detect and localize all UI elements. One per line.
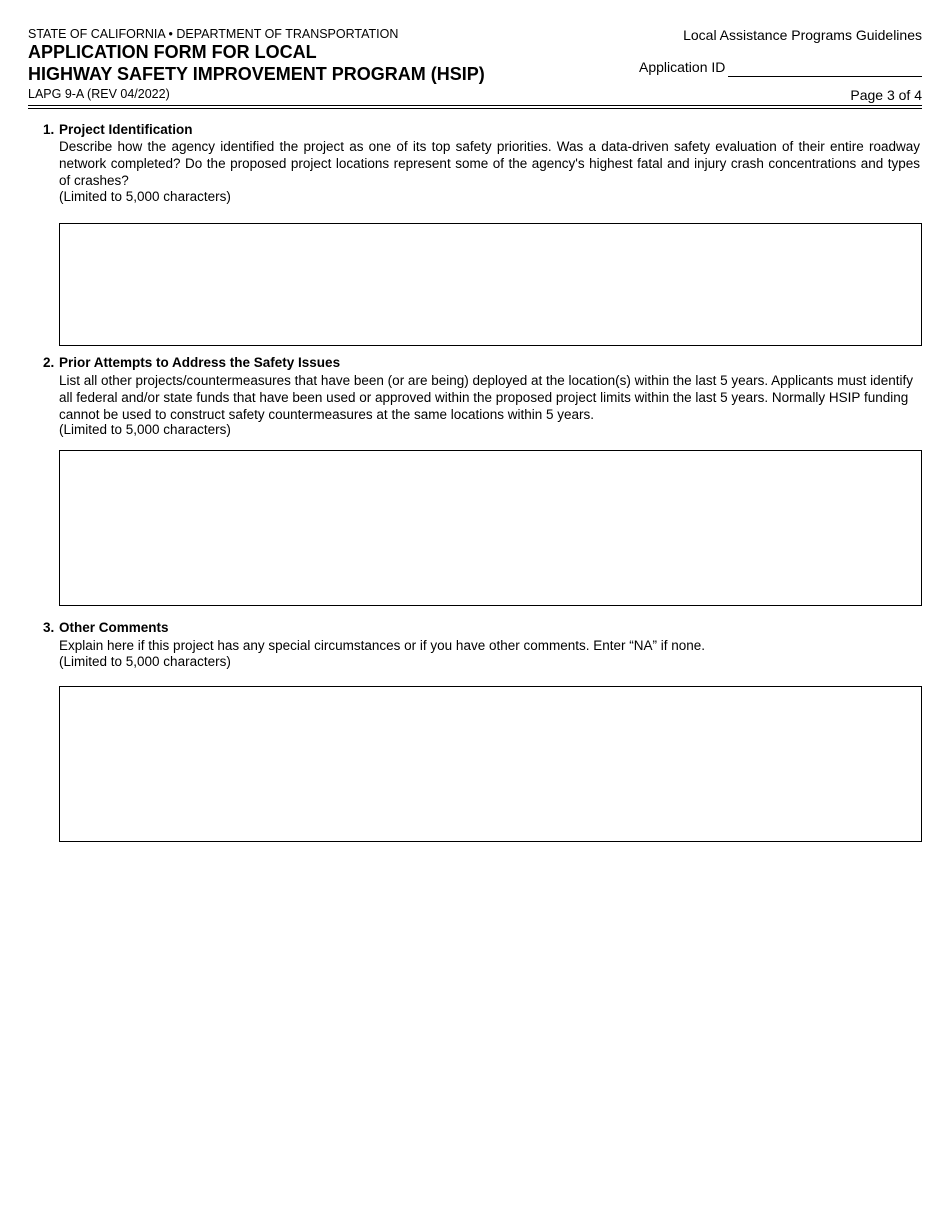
application-id-label: Application ID: [639, 59, 726, 75]
application-id-field[interactable]: [728, 58, 922, 77]
question-1-description: Describe how the agency identified the project as one of its top safety priorities. Was a data-driven safety evaluation of their entire roadway network completed? Do the proposed project locations represent some of the agency's highest fatal and injury crash concentrations and types of crashes?: [59, 139, 920, 188]
agency-name: STATE OF CALIFORNIA • DEPARTMENT OF TRANSPORTATION: [28, 27, 399, 41]
form-number: LAPG 9-A (REV 04/2022): [28, 87, 170, 101]
question-2-limit: (Limited to 5,000 characters): [59, 422, 231, 437]
question-1-answer-field[interactable]: [59, 223, 922, 346]
page-number: Page 3 of 4: [850, 87, 922, 103]
question-1-title: Project Identification: [59, 122, 193, 137]
question-3-answer-field[interactable]: [59, 686, 922, 842]
header-divider: [28, 105, 922, 106]
question-1-limit: (Limited to 5,000 characters): [59, 189, 231, 204]
question-3-number: 3.: [43, 620, 55, 635]
question-3-description: Explain here if this project has any special circumstances or if you have other comments. Enter “NA” if none.: [59, 638, 706, 653]
question-3-title: Other Comments: [59, 620, 169, 635]
header-divider-double: [28, 108, 922, 109]
question-3-limit: (Limited to 5,000 characters): [59, 654, 231, 669]
question-2-description: List all other projects/countermeasures that have been (or are being) deployed at the location(s) within the last 5 years. Applicants must identify all federal and/or state funds that have been used or approved within the proposed project limits within the last 5 years. Normally HSIP funding cannot be used to construct safety countermeasures at the same locations within 5 years.: [59, 373, 913, 422]
form-title-line-2: HIGHWAY SAFETY IMPROVEMENT PROGRAM (HSIP): [28, 64, 485, 84]
guidelines-label: Local Assistance Programs Guidelines: [683, 27, 922, 43]
question-2-answer-field[interactable]: [59, 450, 922, 606]
form-title-line-1: APPLICATION FORM FOR LOCAL: [28, 42, 317, 62]
question-2-title: Prior Attempts to Address the Safety Issues: [59, 355, 341, 370]
question-1-number: 1.: [43, 122, 55, 137]
question-2-number: 2.: [43, 355, 55, 370]
